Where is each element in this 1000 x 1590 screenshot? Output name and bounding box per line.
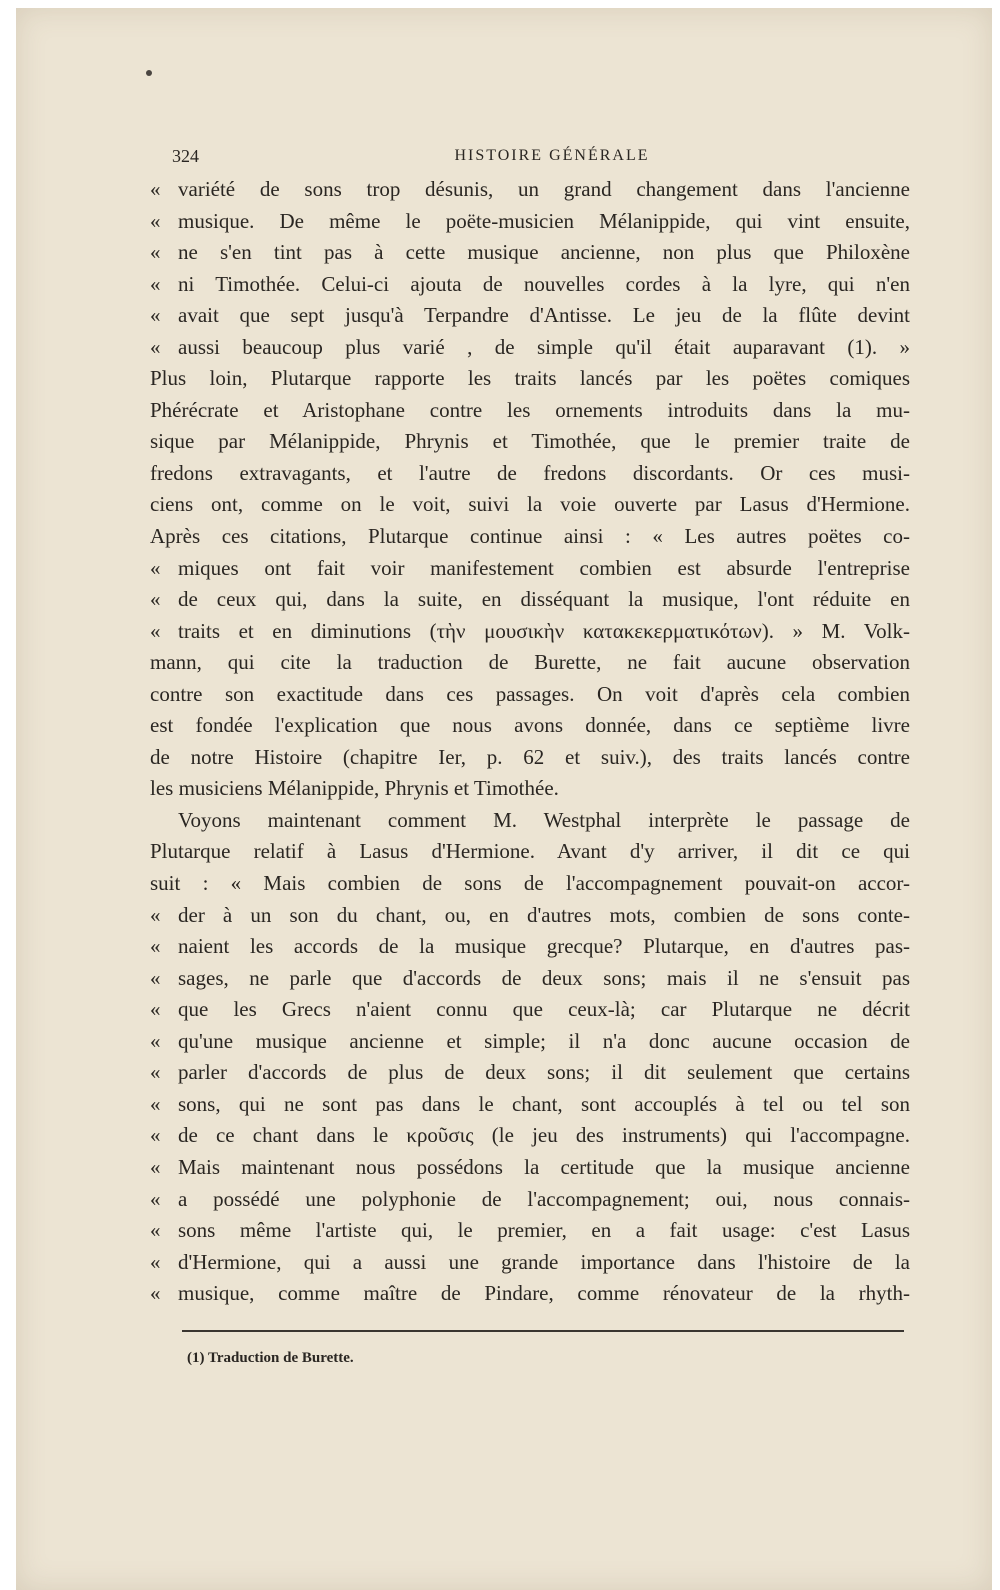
- text-line-35: « d'Hermione, qui a aussi une grande importance dans l'histoire de la: [150, 1247, 910, 1279]
- text-line-33: « a possédé une polyphonie de l'accompagnement; oui, nous connais-: [150, 1184, 910, 1216]
- text-line-19: de notre Histoire (chapitre Ier, p. 62 et suiv.), des traits lancés contre: [150, 744, 910, 769]
- quote-mark: «: [150, 177, 161, 201]
- text-line-12: Après ces citations, Plutarque continue ainsi : « Les autres poëtes co-: [150, 524, 910, 549]
- quote-mark: «: [150, 1028, 161, 1053]
- text-line-13: « miques ont fait voir manifestement combien est absurde l'entreprise: [150, 553, 910, 585]
- quote-mark: «: [150, 1249, 161, 1274]
- text-line-6: « aussi beaucoup plus varié , de simple qu'il était auparavant (1). »: [150, 332, 910, 364]
- quote-mark: «: [150, 965, 161, 990]
- quote-mark: «: [150, 240, 161, 265]
- footnote: (1) Traduction de Burette.: [187, 1350, 354, 1366]
- footnote-divider: [182, 1330, 904, 1332]
- quote-mark: «: [150, 1154, 161, 1179]
- text-line-5: « avait que sept jusqu'à Terpandre d'Antisse. Le jeu de la flûte devint: [150, 300, 910, 332]
- text-line-16: mann, qui cite la traduction de Burette, ne fait aucune observation: [150, 650, 910, 675]
- body-text: [150, 174, 910, 1310]
- text-line-24: « der à un son du chant, ou, en d'autres mots, combien de sons conte-: [150, 900, 910, 932]
- text-line-23: suit : « Mais combien de sons de l'accompagnement pouvait-on accor-: [150, 871, 910, 896]
- text-line-25: « naient les accords de la musique grecque? Plutarque, en d'autres pas-: [150, 931, 910, 963]
- quote-mark: «: [150, 1186, 161, 1211]
- page-number: 324: [172, 146, 199, 166]
- quote-mark: «: [150, 1091, 161, 1116]
- text-line-22: Plutarque relatif à Lasus d'Hermione. Avant d'y arriver, il dit ce qui: [150, 839, 910, 864]
- text-line-7: Plus loin, Plutarque rapporte les traits lancés par les poëtes comiques: [150, 366, 910, 391]
- quote-mark: «: [150, 334, 161, 359]
- quote-mark: «: [150, 1060, 161, 1085]
- running-title: HISTOIRE GÉNÉRALE: [454, 147, 650, 164]
- text-line-28: « qu'une musique ancienne et simple; il n'a donc aucune occasion de: [150, 1026, 910, 1058]
- quote-mark: «: [150, 303, 161, 328]
- text-line-18: est fondée l'explication que nous avons donnée, dans ce septième livre: [150, 713, 910, 738]
- text-line-14: « de ceux qui, dans la suite, en disséquant la musique, l'ont réduite en: [150, 584, 910, 616]
- quote-mark: «: [150, 1281, 161, 1306]
- text-line-26: « sages, ne parle que d'accords de deux sons; mais il ne s'ensuit pas: [150, 963, 910, 995]
- text-line-17: contre son exactitude dans ces passages. On voit d'après cela combien: [150, 681, 910, 706]
- quote-mark: «: [150, 1123, 161, 1148]
- quote-mark: «: [150, 587, 161, 612]
- text-line-1: « variété de sons trop désunis, un grand changement dans l'ancienne: [150, 174, 910, 206]
- text-line-30: « sons, qui ne sont pas dans le chant, sont accouplés à tel ou tel son: [150, 1089, 910, 1121]
- text-line-29: « parler d'accords de plus de deux sons; il dit seulement que certains: [150, 1057, 910, 1089]
- text-line-32: « Mais maintenant nous possédons la certitude que la musique ancienne: [150, 1152, 910, 1184]
- quote-mark: «: [150, 208, 161, 233]
- text-line-31: « de ce chant dans le κροῦσις (le jeu des instruments) qui l'accompagne.: [150, 1120, 910, 1152]
- text-line-27: « que les Grecs n'aient connu que ceux-là; car Plutarque ne décrit: [150, 994, 910, 1026]
- quote-mark: «: [150, 271, 161, 296]
- text-line-20: les musiciens Mélanippide, Phrynis et Timothée.: [150, 776, 559, 801]
- ink-speck: [146, 70, 152, 76]
- text-line-4: « ni Timothée. Celui-ci ajouta de nouvelles cordes à la lyre, qui n'en: [150, 269, 910, 301]
- text-line-34: « sons même l'artiste qui, le premier, en a fait usage: c'est Lasus: [150, 1215, 910, 1247]
- text-line-8: Phérécrate et Aristophane contre les ornements introduits dans la mu-: [150, 397, 910, 422]
- text-line-21: Voyons maintenant comment M. Westphal interprète le passage de: [178, 807, 910, 832]
- text-line-2: « musique. De même le poëte-musicien Mélanippide, qui vint ensuite,: [150, 206, 910, 238]
- quote-mark: «: [150, 997, 161, 1022]
- text-line-15: « traits et en diminutions (τὴν μουσικὴν κατακεκερματικότων). » M. Volk-: [150, 616, 910, 648]
- quote-mark: «: [150, 555, 161, 580]
- text-line-3: « ne s'en tint pas à cette musique ancienne, non plus que Philoxène: [150, 237, 910, 269]
- page-header: [172, 146, 932, 174]
- text-line-10: fredons extravagants, et l'autre de fredons discordants. Or ces musi-: [150, 460, 910, 485]
- quote-mark: «: [150, 618, 161, 643]
- text-line-36: « musique, comme maître de Pindare, comme rénovateur de la rhyth-: [150, 1278, 910, 1310]
- text-line-9: sique par Mélanippide, Phrynis et Timothée, que le premier traite de: [150, 429, 910, 454]
- text-line-11: ciens ont, comme on le voit, suivi la voie ouverte par Lasus d'Hermione.: [150, 492, 910, 517]
- quote-mark: «: [150, 902, 161, 927]
- quote-mark: «: [150, 934, 161, 959]
- quote-mark: «: [150, 1218, 161, 1243]
